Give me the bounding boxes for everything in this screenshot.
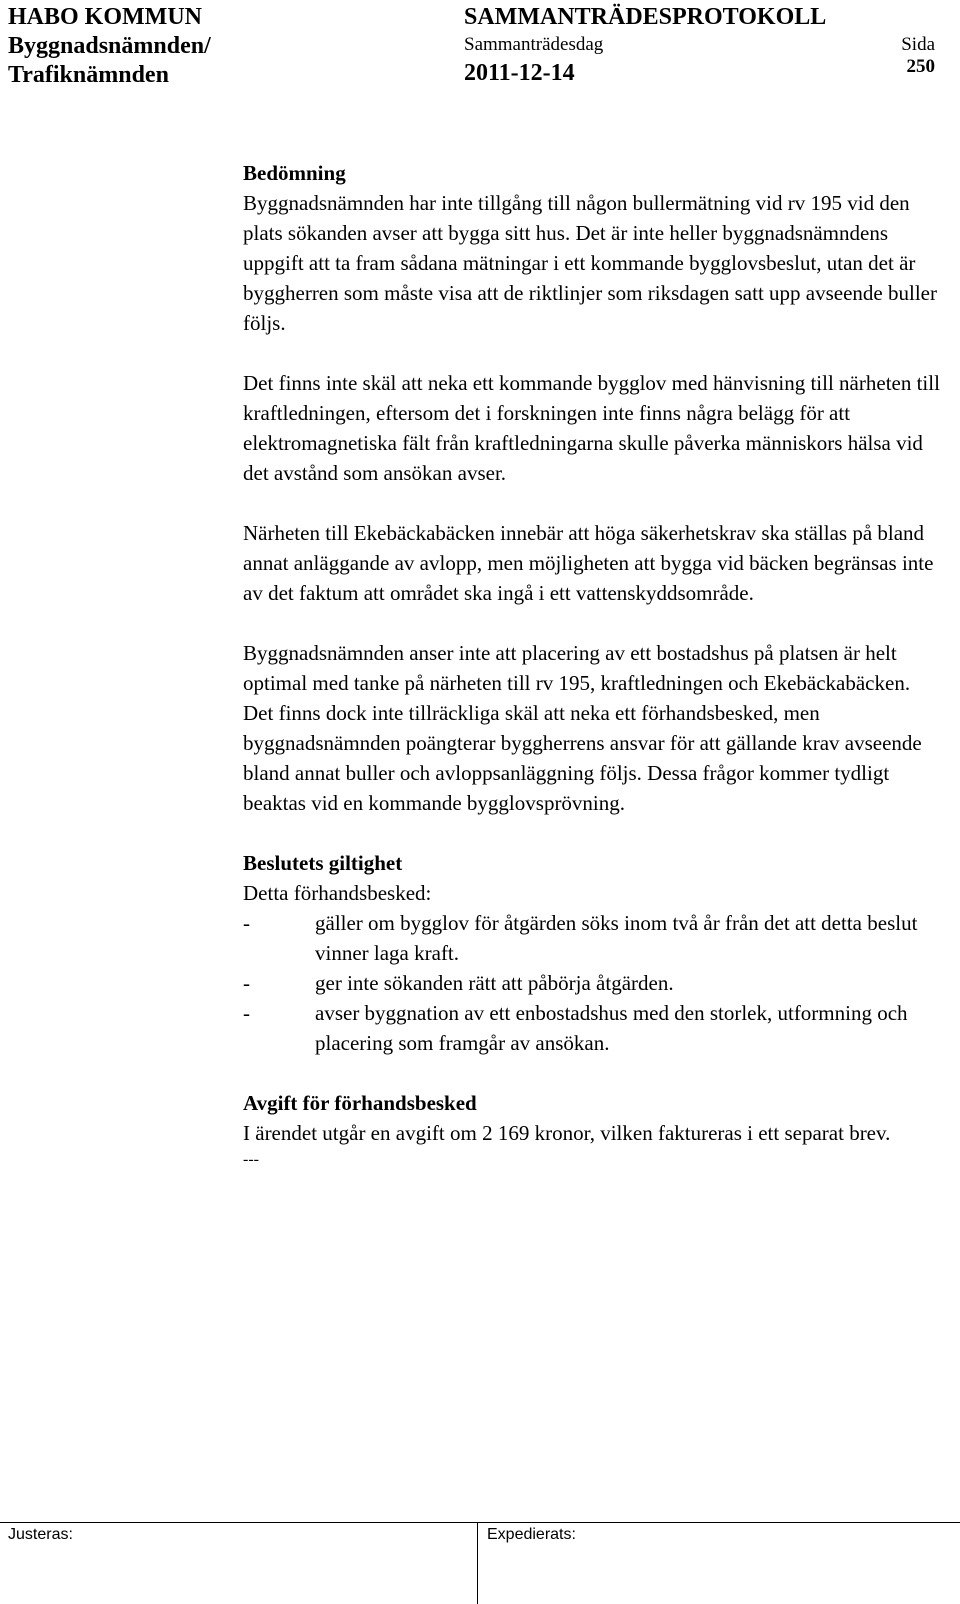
list-item-text: avser byggnation av ett enbostadshus med den storlek, utformning och placering som framgår av ansökan. [315, 1001, 908, 1055]
heading-fee: Avgift för förhandsbesked [243, 1091, 477, 1115]
paragraph-powerline: Det finns inte skäl att neka ett kommande bygglov med hänvisning till närheten till kraftledningen, eftersom det i forskningen inte finns några belägg för att elektromagnetiska fält från kraftledningarna skulle påverka människors hälsa vid det avstånd som ansökan avser. [243, 371, 940, 485]
page-label: Sida [901, 34, 935, 55]
fee-text: I ärendet utgår en avgift om 2 169 kronor, vilken faktureras i ett separat brev. [243, 1121, 891, 1145]
page-footer [0, 1522, 960, 1604]
list-item [243, 998, 943, 1058]
validity-intro: Detta förhandsbesked: [243, 881, 432, 905]
protocol-title: SAMMANTRÄDESPROTOKOLL [464, 4, 827, 30]
page-header [0, 0, 960, 100]
document-body [243, 158, 943, 1170]
list-item [243, 908, 943, 968]
bullet-dash: - [243, 911, 250, 935]
meeting-date: 2011-12-14 [464, 60, 575, 86]
spacer [243, 608, 943, 638]
end-marker: --- [243, 1151, 259, 1168]
paragraph-conclusion: Byggnadsnämnden anser inte att placering av ett bostadshus på platsen är helt optimal med tanke på närheten till rv 195, kraftledningen och Ekebäckabäcken. Det finns dock inte tillräckliga skäl att neka ett förhandsbesked, men byggnadsnämnden poängterar byggherrens ansvar för att gällande krav avseende bland annat buller och avloppsanläggning följs. Dessa frågor kommer tydligt beaktas vid en kommande bygglovsprövning. [243, 641, 922, 815]
committee-name: Byggnadsnämnden/ [8, 33, 211, 59]
list-item-text: ger inte sökanden rätt att påbörja åtgärden. [315, 971, 674, 995]
footer-divider [477, 1523, 478, 1604]
expedierats-label: Expedierats: [487, 1526, 576, 1543]
list-item [243, 968, 943, 998]
spacer [243, 338, 943, 368]
heading-assessment: Bedömning [243, 161, 346, 185]
bullet-dash: - [243, 971, 250, 995]
meeting-date-label: Sammanträdesdag [464, 34, 604, 55]
heading-validity: Beslutets giltighet [243, 851, 403, 875]
bullet-dash: - [243, 1001, 250, 1025]
page-number: 250 [906, 56, 935, 77]
justeras-label: Justeras: [8, 1526, 73, 1543]
committee-name-2: Trafiknämnden [8, 62, 169, 88]
spacer [243, 818, 943, 848]
paragraph-noise: Byggnadsnämnden har inte tillgång till någon bullermätning vid rv 195 vid den plats sökanden avser att bygga sitt hus. Det är inte heller byggnadsnämndens uppgift att ta fram sådana mätningar i ett kommande bygglovsbeslut, utan det är byggherren som måste visa att de riktlinjer som riksdagen satt upp avseende buller följs. [243, 191, 937, 335]
list-item-text: gäller om bygglov för åtgärden söks inom två år från det att detta beslut vinner laga kraft. [315, 911, 918, 965]
spacer [243, 488, 943, 518]
organization-name: HABO KOMMUN [8, 4, 202, 30]
spacer [243, 1058, 943, 1088]
paragraph-stream: Närheten till Ekebäckabäcken innebär att höga säkerhetskrav ska ställas på bland annat anläggande av avlopp, men möjligheten att bygga vid bäcken begränsas inte av det faktum att området ska ingå i ett vattenskyddsområde. [243, 521, 934, 605]
